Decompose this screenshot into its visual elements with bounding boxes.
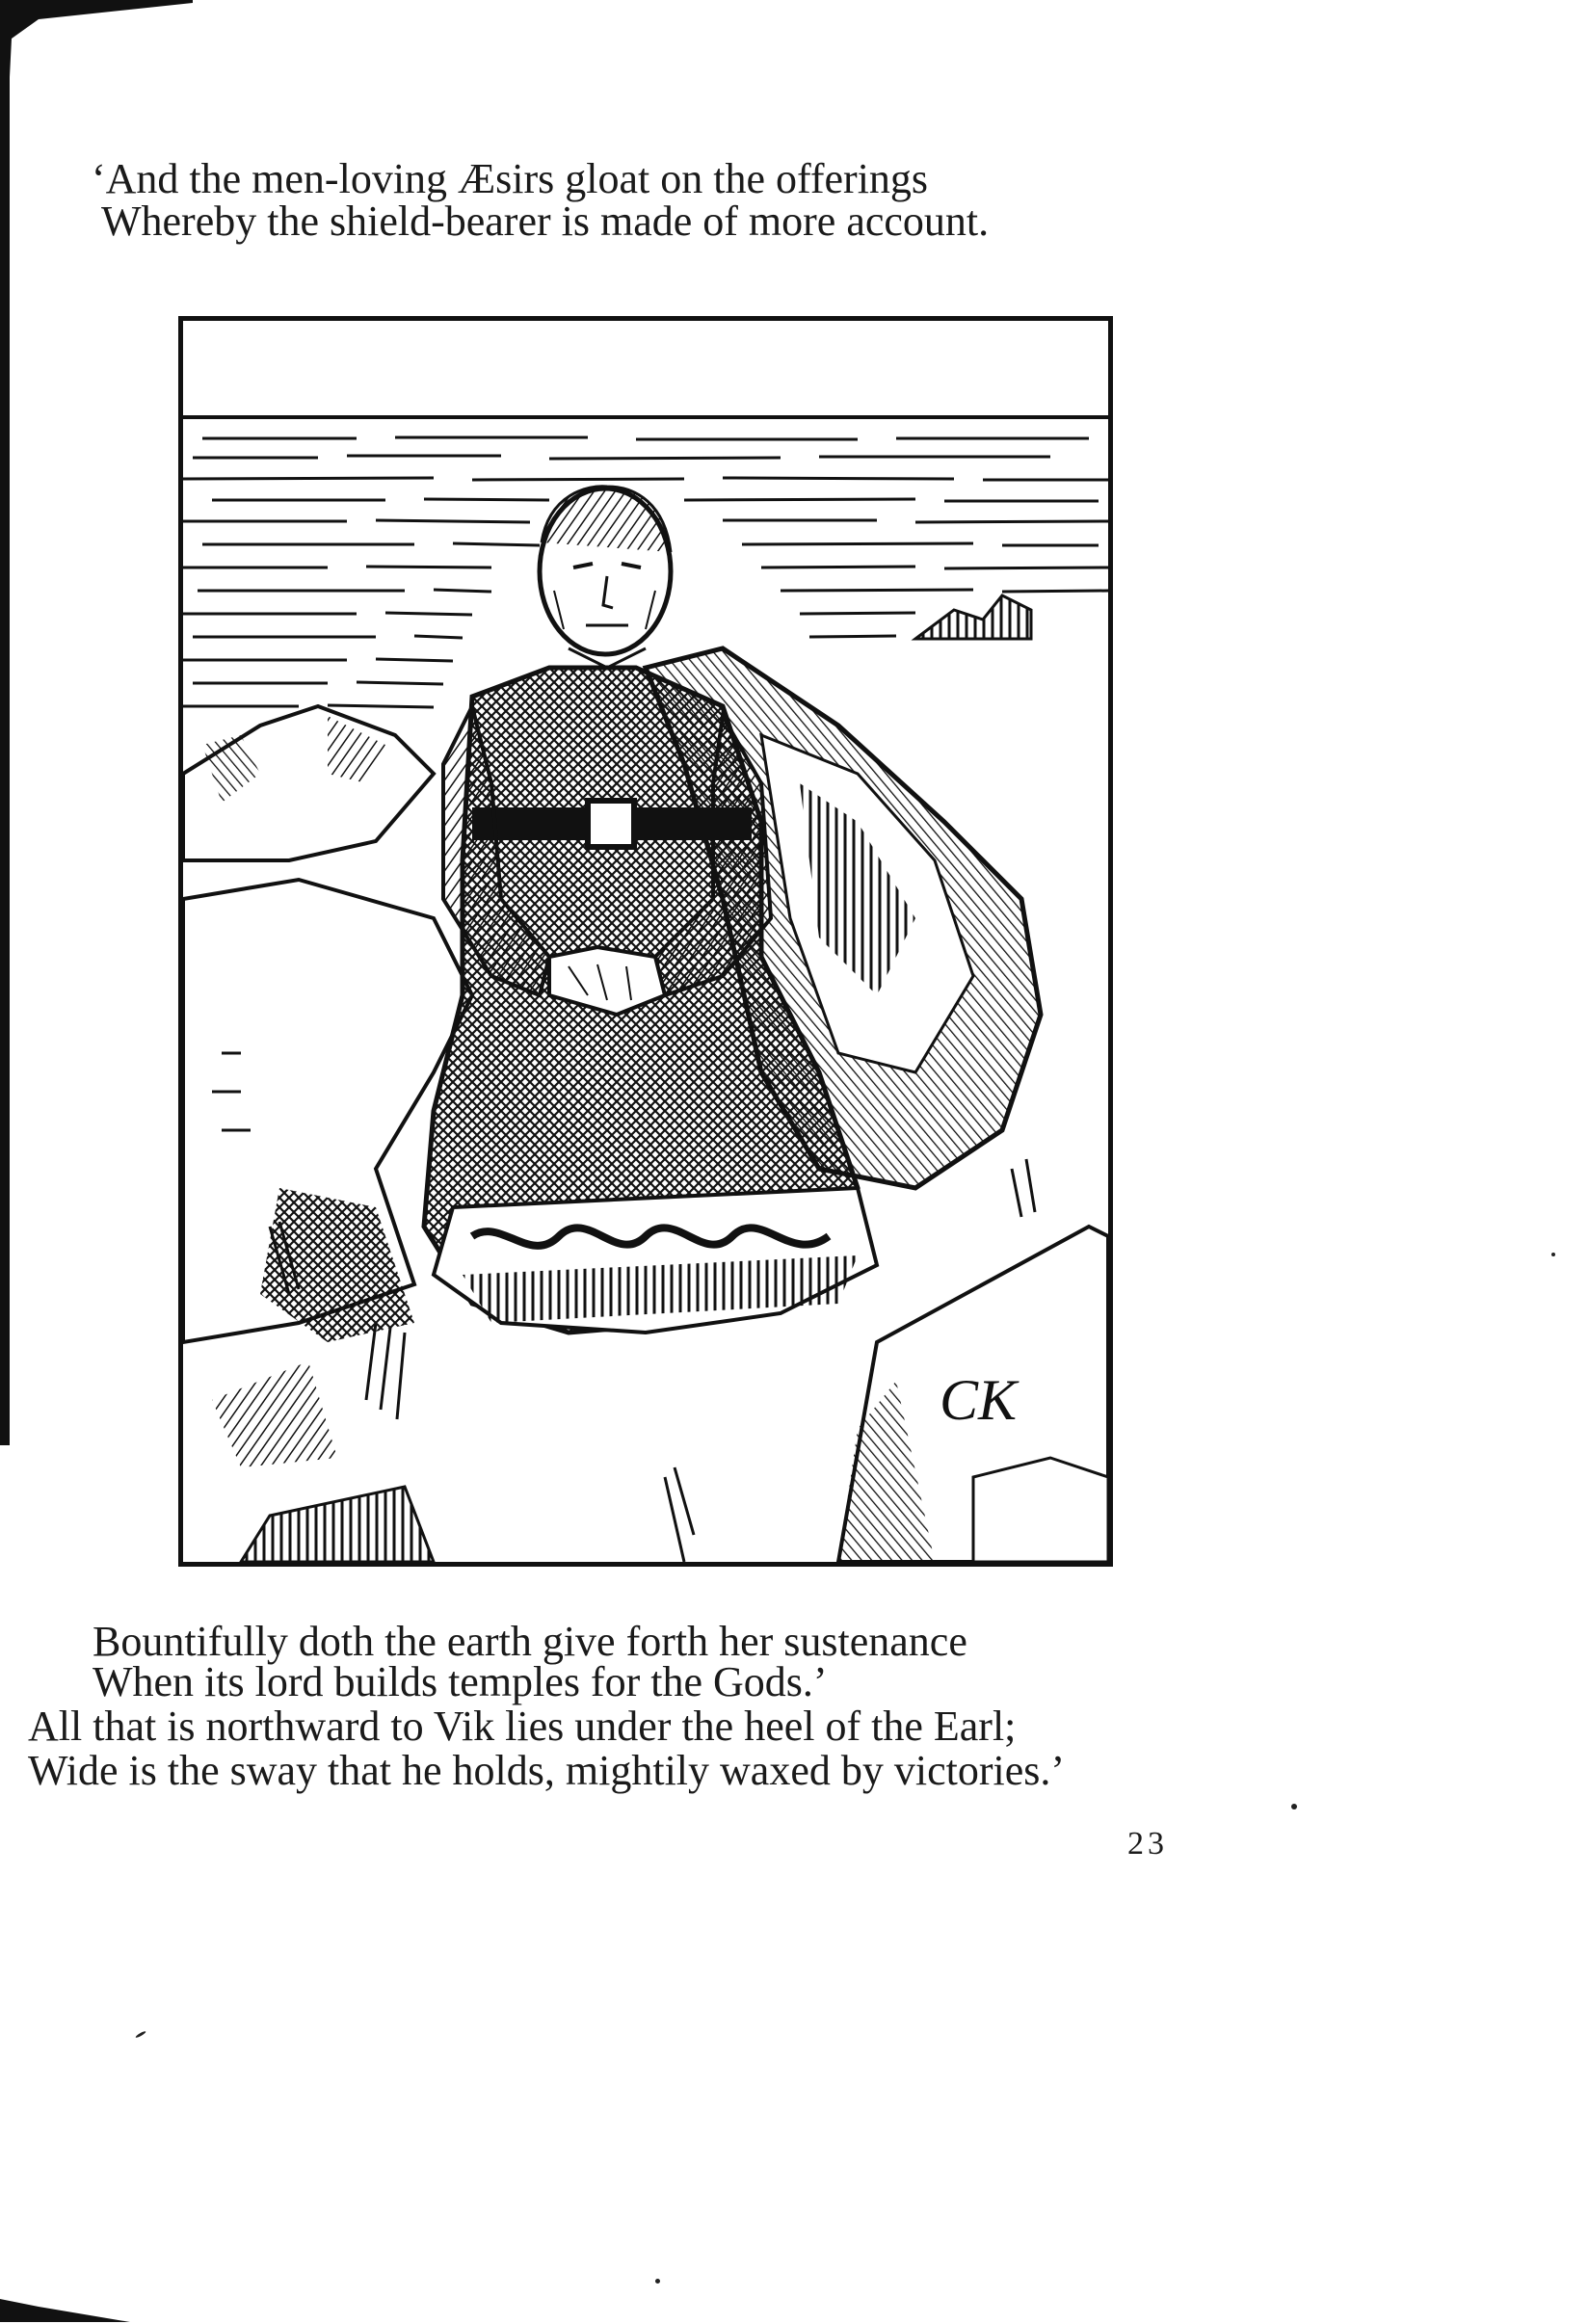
- poem-line: Bountifully doth the earth give forth her sustenance: [93, 1618, 967, 1665]
- poem-line: Wide is the sway that he holds, mightily waxed by victories.’: [28, 1747, 1066, 1794]
- poem-line: Whereby the shield-bearer is made of more account.: [101, 198, 990, 245]
- scan-edge-left: [0, 0, 13, 1445]
- poem-stanza-top: [92, 154, 989, 247]
- scan-speck: [655, 2279, 660, 2284]
- artist-monogram: CK: [940, 1368, 1018, 1432]
- scan-corner-shadow-top: [0, 0, 193, 77]
- page-number: 23: [1127, 1826, 1168, 1862]
- scan-speck: [135, 2030, 146, 2039]
- scan-speck: [1291, 1804, 1297, 1809]
- distant-rock: [915, 595, 1031, 639]
- poem-line: All that is northward to Vik lies under the heel of the Earl;: [28, 1703, 1017, 1750]
- scan-speck: [1551, 1253, 1555, 1256]
- poem-stanza-bottom: [28, 1617, 1066, 1796]
- poem-line: ‘And the men-loving Æsirs gloat on the offerings: [92, 155, 929, 202]
- poem-line: When its lord builds temples for the Gods.’: [93, 1658, 828, 1705]
- scan-corner-shadow-bottom: [0, 2293, 135, 2324]
- woodcut-drawing: [183, 321, 1108, 1562]
- illustration-old-woman-by-sea: [178, 316, 1113, 1567]
